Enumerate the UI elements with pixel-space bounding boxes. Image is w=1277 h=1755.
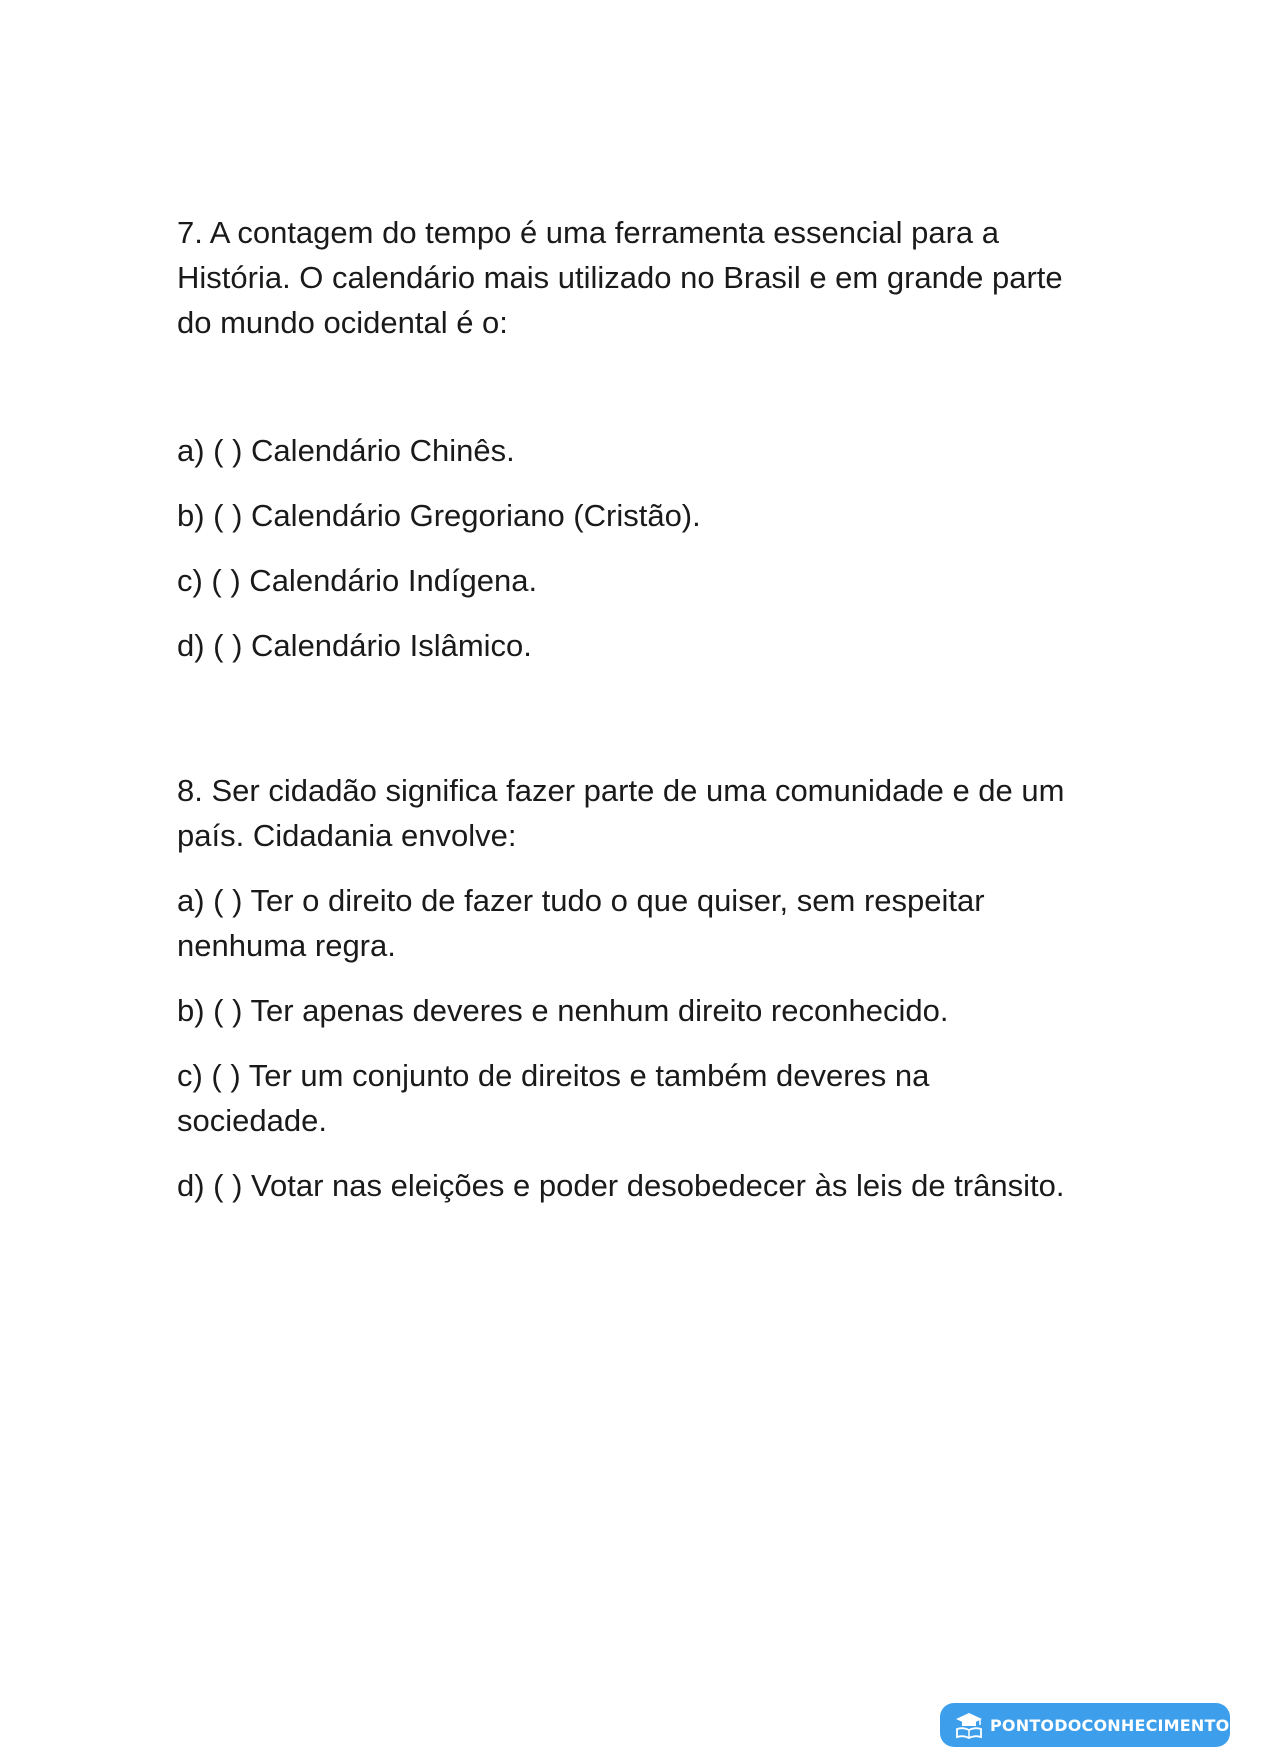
graduation-book-icon (954, 1711, 984, 1739)
question-7-option-c: c) ( ) Calendário Indígena. (177, 563, 538, 598)
question-8-option-a: a) ( ) Ter o direito de fazer tudo o que quiser, sem respeitar nenhuma regra. (177, 883, 985, 963)
question-7-option-d: d) ( ) Calendário Islâmico. (177, 628, 532, 663)
question-7-option-b: b) ( ) Calendário Gregoriano (Cristão). (177, 498, 701, 533)
question-8-option-d: d) ( ) Votar nas eleições e poder desobedecer às leis de trânsito. (177, 1168, 1065, 1203)
question-8-text: 8. Ser cidadão significa fazer parte de uma comunidade e de um país. Cidadania envolve: (177, 773, 1065, 853)
question-8-option-c: c) ( ) Ter um conjunto de direitos e também deveres na sociedade. (177, 1058, 930, 1138)
site-brand-text: PONTODOCONHECIMENTO.COM (990, 1715, 1277, 1735)
question-8-option-b: b) ( ) Ter apenas deveres e nenhum direito reconhecido. (177, 993, 949, 1028)
questions-content (177, 210, 1077, 1228)
question-8-options (177, 878, 1077, 1208)
question-7-options (177, 428, 1077, 668)
site-brand-badge[interactable] (940, 1703, 1277, 1747)
question-7-text: 7. A contagem do tempo é uma ferramenta essencial para a História. O calendário mais utilizado no Brasil e em grande parte do mundo ocidental é o: (177, 215, 1063, 340)
question-7-option-a: a) ( ) Calendário Chinês. (177, 433, 515, 468)
